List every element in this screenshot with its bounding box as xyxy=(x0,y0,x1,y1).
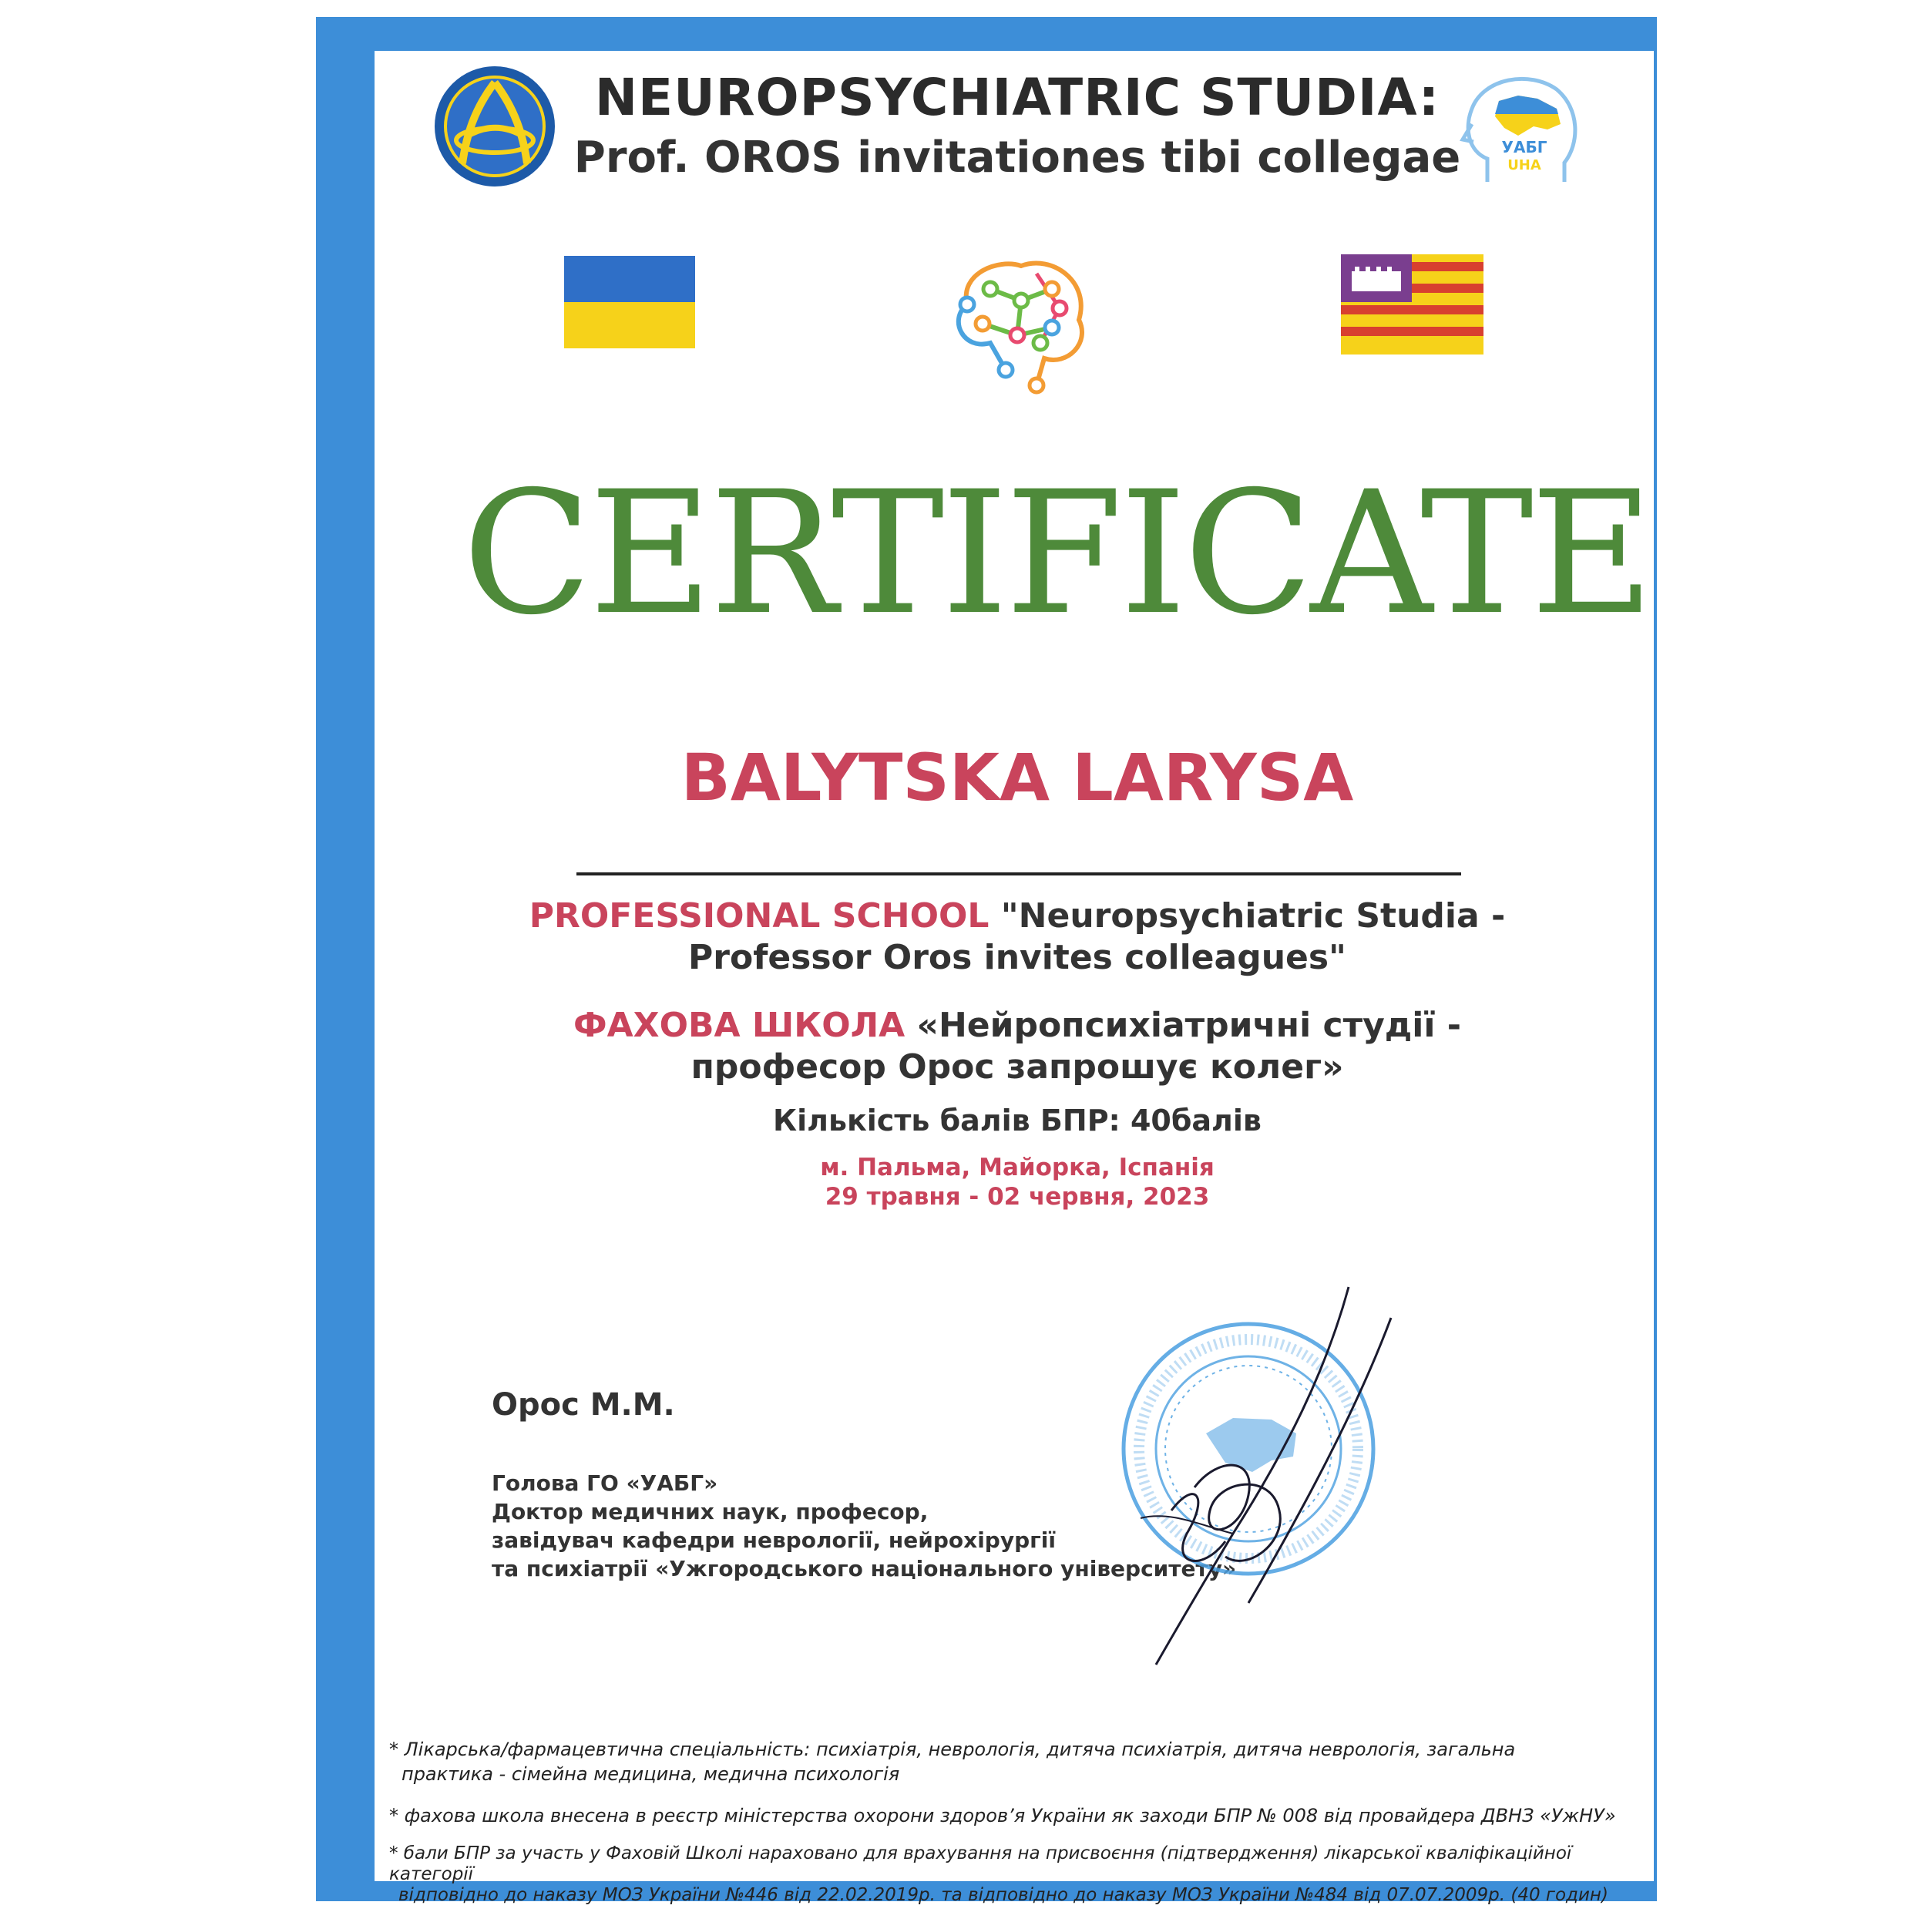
signer-role-2: Доктор медичних наук, професор, xyxy=(492,1499,929,1524)
school-ua-name-2: професор Орос запрошує колег» xyxy=(690,1047,1344,1087)
signer-role-1: Голова ГО «УАБГ» xyxy=(492,1470,718,1496)
handwritten-signature xyxy=(1094,1279,1418,1680)
school-ukrainian xyxy=(493,1005,1541,1088)
event-location: м. Пальма, Майорка, Іспанія xyxy=(820,1154,1215,1181)
brain-network-icon xyxy=(936,243,1106,397)
signer-role-4: та психіатрії «Ужгородського національного університету» xyxy=(492,1556,1237,1581)
signer-name: Орос М.М. xyxy=(492,1387,675,1423)
school-ua-label: ФАХОВА ШКОЛА xyxy=(573,1006,906,1045)
footnote-1a: * Лікарська/фармацевтична спеціальність: психіатрія, неврологія, дитяча психіатрія, дитяча неврологія, загальна xyxy=(389,1739,1516,1760)
logo-right-text-1: УАБГ xyxy=(1501,138,1547,156)
header-title-line-1: NEUROPSYCHIATRIC STUDIA: xyxy=(594,68,1440,127)
footnote-1b: практика - сімейна медицина, медична психологія xyxy=(402,1763,900,1785)
footnote-3b: відповідно до наказу МОЗ України №446 від 22.02.2019р. та відповідно до наказу МОЗ України №484 від 07.07.2009р. (40 годин) xyxy=(398,1885,1608,1905)
school-en-label: PROFESSIONAL SCHOOL xyxy=(529,896,990,936)
school-en-name-2: Professor Oros invites colleagues" xyxy=(688,938,1346,977)
cpd-points: Кількість балів БПР: 40балів xyxy=(773,1104,1262,1137)
event-location-dates xyxy=(493,1153,1541,1211)
header-title-line-2: Prof. OROS invitationes tibi collegae xyxy=(573,133,1461,183)
footnote-3a: * бали БПР за участь у Фаховій Школі нараховано для врахування на присвоєння (підтвердження) лікарської кваліфікаційної категорії xyxy=(389,1843,1572,1884)
footnote-points xyxy=(389,1843,1645,1906)
footnote-registry: * фахова школа внесена в реєстр міністерства охорони здоров’я України як заходи БПР № 008 від провайдера ДВНЗ «УжНУ» xyxy=(389,1805,1616,1826)
footnote-specialties xyxy=(389,1737,1645,1786)
certificate-heading: CERTIFICATE xyxy=(462,455,1651,652)
mallorca-flag-icon xyxy=(1341,254,1483,355)
school-en-name-1: "Neuropsychiatric Studia - xyxy=(989,896,1506,936)
school-english xyxy=(493,896,1541,979)
recipient-name: BALYTSKA LARYSA xyxy=(680,740,1354,815)
ukraine-flag-icon xyxy=(564,256,695,348)
signer-role-3: завідувач кафедри неврології, нейрохірургії xyxy=(492,1527,1056,1553)
divider-line xyxy=(576,872,1461,875)
event-dates: 29 травня - 02 червня, 2023 xyxy=(825,1183,1210,1211)
logo-right-text-2: UHA xyxy=(1507,157,1541,173)
school-ua-name-1: «Нейропсихіатричні студії - xyxy=(905,1006,1462,1045)
